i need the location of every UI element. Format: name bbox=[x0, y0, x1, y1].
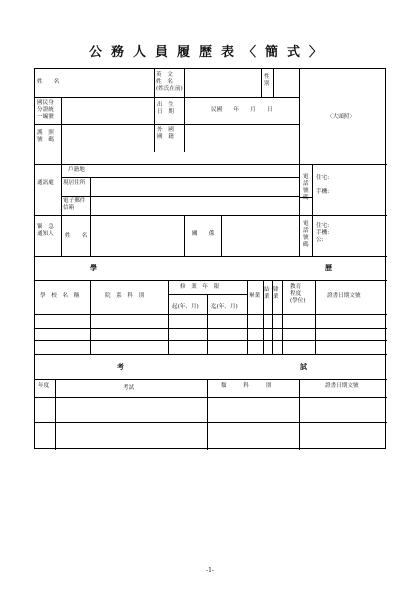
rule bbox=[35, 164, 387, 165]
exam-certificate-header: 證書日期文號 bbox=[325, 383, 359, 389]
photo-placeholder: 〈大頭照〉 bbox=[327, 114, 355, 120]
to-header: 迄(年、月) bbox=[211, 304, 238, 310]
rule bbox=[35, 379, 387, 380]
rule bbox=[315, 280, 316, 354]
graduated-header: 畢業 bbox=[249, 293, 261, 299]
completed-header: 結業 bbox=[264, 287, 270, 300]
rule bbox=[247, 280, 248, 354]
page-number: -1- bbox=[206, 567, 214, 574]
relation-label: 關 係 bbox=[192, 231, 215, 237]
phone-label-2: 電 話 號 碼 bbox=[303, 221, 309, 248]
emergency-label: 緊 急 通知人 bbox=[37, 224, 54, 237]
phone-list-label: 住宅: 手機: 公: bbox=[316, 223, 330, 243]
id-label: 國民身 分證統 一編號 bbox=[37, 100, 54, 120]
rule bbox=[273, 69, 274, 97]
rule bbox=[35, 397, 387, 398]
domicile-label: 戶籍地 bbox=[68, 167, 85, 173]
rule bbox=[55, 379, 56, 450]
rule bbox=[35, 124, 299, 125]
degree-header: 教育 程度 (學位) bbox=[290, 284, 306, 304]
emergency-name-label: 姓 名 bbox=[65, 233, 88, 239]
exam-section-right: 試 bbox=[300, 362, 307, 371]
rule bbox=[35, 422, 387, 423]
rule bbox=[35, 340, 387, 341]
rule bbox=[312, 215, 313, 256]
category-header: 類 科 別 bbox=[221, 383, 272, 389]
rule bbox=[299, 69, 300, 164]
school-header: 學 校 名 稱 bbox=[40, 293, 80, 299]
incomplete-header: 肄業 bbox=[273, 287, 279, 300]
exam-header: 考試 bbox=[123, 385, 135, 391]
resume-form bbox=[34, 68, 386, 449]
rule bbox=[61, 124, 62, 164]
rule bbox=[168, 294, 247, 295]
period-header: 修 業 年 限 bbox=[180, 284, 220, 290]
rule bbox=[299, 215, 300, 256]
rule bbox=[35, 215, 387, 216]
rule bbox=[154, 69, 155, 97]
year-header: 年度 bbox=[38, 383, 50, 389]
rule bbox=[90, 280, 91, 354]
nationality-label: 外 國 國 籍 bbox=[157, 127, 174, 140]
rule bbox=[35, 256, 387, 257]
date-format: 民國 年 月 日 bbox=[211, 107, 273, 113]
gender-label: 性 別 bbox=[264, 74, 270, 87]
rule bbox=[35, 280, 387, 281]
from-header: 起(年、月) bbox=[172, 304, 199, 310]
department-header: 院 系 科 別 bbox=[105, 293, 145, 299]
rule bbox=[312, 164, 313, 215]
rule bbox=[61, 215, 62, 256]
address-label: 現居住所 bbox=[63, 180, 86, 186]
contact-label: 通訊處 bbox=[37, 180, 54, 186]
english-name-label: 英 文 姓 名 (姓氏在前) bbox=[156, 72, 183, 92]
rule bbox=[35, 354, 387, 355]
rule bbox=[221, 215, 222, 256]
form-title: 公務人員履歷表〈簡式〉 bbox=[88, 45, 331, 60]
rule bbox=[207, 379, 208, 450]
rule bbox=[35, 97, 299, 98]
rule bbox=[61, 177, 299, 178]
name-label: 姓 名 bbox=[37, 79, 60, 85]
education-section-left: 學 bbox=[90, 263, 97, 272]
rule bbox=[299, 164, 300, 215]
passport-label: 護 照 號 碼 bbox=[37, 130, 54, 143]
rule bbox=[184, 215, 185, 256]
edu-certificate-header: 證書日期文號 bbox=[327, 293, 361, 299]
rule bbox=[35, 328, 387, 329]
exam-section-left: 考 bbox=[117, 362, 124, 371]
rule bbox=[184, 97, 185, 152]
education-section-right: 歷 bbox=[325, 263, 332, 272]
rule bbox=[207, 294, 208, 354]
dob-label: 出 生 日 期 bbox=[157, 102, 174, 115]
rule bbox=[61, 196, 299, 197]
rule bbox=[282, 280, 283, 354]
rule bbox=[90, 215, 91, 256]
rule bbox=[261, 69, 262, 97]
rule bbox=[35, 314, 387, 315]
phone-label: 電 話 號 碼 bbox=[303, 174, 309, 201]
rule bbox=[299, 379, 300, 450]
rule bbox=[168, 280, 169, 354]
email-label: 電子郵件 信箱 bbox=[63, 198, 86, 211]
home-mobile-label: 住宅: 手機: bbox=[316, 175, 330, 195]
rule bbox=[61, 177, 62, 215]
rule bbox=[184, 69, 185, 97]
rule bbox=[154, 97, 155, 152]
rule bbox=[90, 177, 91, 215]
rule bbox=[61, 97, 62, 124]
